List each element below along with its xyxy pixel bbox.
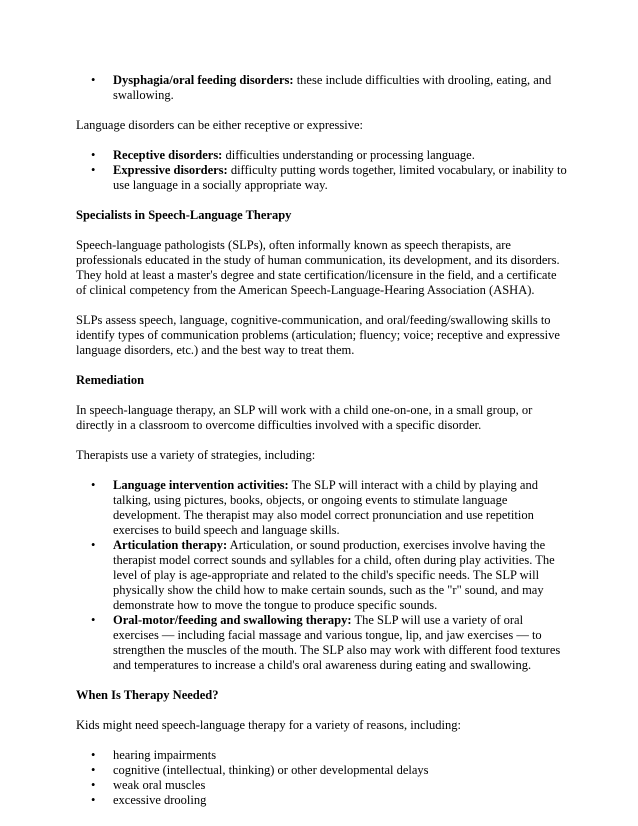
list-item — [76, 763, 568, 778]
list-item-text: these include difficulties with drooling, eating, and swallowing. — [113, 73, 552, 102]
bullet-icon: • — [91, 478, 96, 492]
bullet-icon: • — [91, 793, 96, 807]
list-item-label: Articulation therapy: — [113, 538, 228, 552]
reasons-list — [76, 748, 568, 808]
list-item-label: Dysphagia/oral feeding disorders: — [113, 73, 294, 87]
list-item-text: difficulty putting words together, limited vocabulary, or inability to use language in a socially appropriate way. — [113, 163, 567, 192]
bullet-icon: • — [91, 163, 96, 177]
list-item-text: cognitive (intellectual, thinking) or other developmental delays — [113, 763, 429, 777]
language-disorders-list — [76, 148, 568, 193]
list-item — [76, 748, 568, 763]
list-item — [76, 538, 568, 613]
list-item-text: The SLP will use a variety of oral exercises — including facial massage and various tongue, lip, and jaw exercises — to strengthen the muscles of the mouth. The SLP also may work with different food textures and temperatures to increase a child's oral awareness during eating and swallowing. — [113, 613, 561, 672]
list-item-label: Expressive disorders: — [113, 163, 228, 177]
bullet-icon: • — [91, 778, 96, 792]
list-item — [76, 478, 568, 538]
document-page — [76, 73, 568, 823]
paragraph-language-disorders: Language disorders can be either receptive or expressive: — [76, 118, 364, 132]
list-item-text: Articulation, or sound production, exercises involve having the therapist model correct sounds and syllables for a child, often during play activities. The level of play is age-appropriate and related to the child's specific needs. The SLP will physically show the child how to make certain sounds, such as the "r" sound, and may demonstrate how to move the tongue to produce specific sounds. — [113, 538, 555, 612]
bullet-icon: • — [91, 763, 96, 777]
list-item-label: Receptive disorders: — [113, 148, 223, 162]
bullet-icon: • — [91, 73, 96, 87]
list-item-label: Oral-motor/feeding and swallowing therapy: — [113, 613, 352, 627]
strategies-list — [76, 478, 568, 673]
list-item — [76, 73, 568, 103]
paragraph-strategies-intro: Therapists use a variety of strategies, including: — [76, 448, 316, 462]
heading-when-needed: When Is Therapy Needed? — [76, 688, 219, 702]
heading-remediation: Remediation — [76, 373, 145, 387]
bullet-icon: • — [91, 748, 96, 762]
bullet-icon: • — [91, 148, 96, 162]
bullet-icon: • — [91, 613, 96, 627]
list-item — [76, 148, 568, 163]
paragraph-remediation-intro: In speech-language therapy, an SLP will work with a child one-on-one, in a small group, or directly in a classroom to overcome difficulties involved with a specific disorder. — [76, 403, 533, 432]
list-item — [76, 613, 568, 673]
intro-list — [76, 73, 568, 103]
list-item — [76, 778, 568, 793]
heading-specialists: Specialists in Speech-Language Therapy — [76, 208, 292, 222]
list-item-text: difficulties understanding or processing language. — [222, 148, 475, 162]
list-item — [76, 163, 568, 193]
bullet-icon: • — [91, 538, 96, 552]
paragraph-slp-definition: Speech-language pathologists (SLPs), often informally known as speech therapists, are professionals educated in the study of human communication, its development, and its disorders. They hold at least a master's degree and state certification/licensure in the field, and a certificate of clinical competency from the American Speech-Language-Hearing Association (ASHA). — [76, 238, 560, 297]
list-item-text: The SLP will interact with a child by playing and talking, using pictures, books, objects, or ongoing events to stimulate language development. The therapist may also model correct pronunciation and use repetition exercises to build speech and language skills. — [113, 478, 538, 537]
list-item-label: Language intervention activities: — [113, 478, 289, 492]
paragraph-slp-assess: SLPs assess speech, language, cognitive-communication, and oral/feeding/swallowing skills to identify types of communication problems (articulation; fluency; voice; receptive and expressive language disorders, etc.) and the best way to treat them. — [76, 313, 560, 357]
list-item — [76, 793, 568, 808]
paragraph-when-needed: Kids might need speech-language therapy for a variety of reasons, including: — [76, 718, 461, 732]
list-item-text: hearing impairments — [113, 748, 217, 762]
list-item-text: weak oral muscles — [113, 778, 206, 792]
list-item-text: excessive drooling — [113, 793, 207, 807]
